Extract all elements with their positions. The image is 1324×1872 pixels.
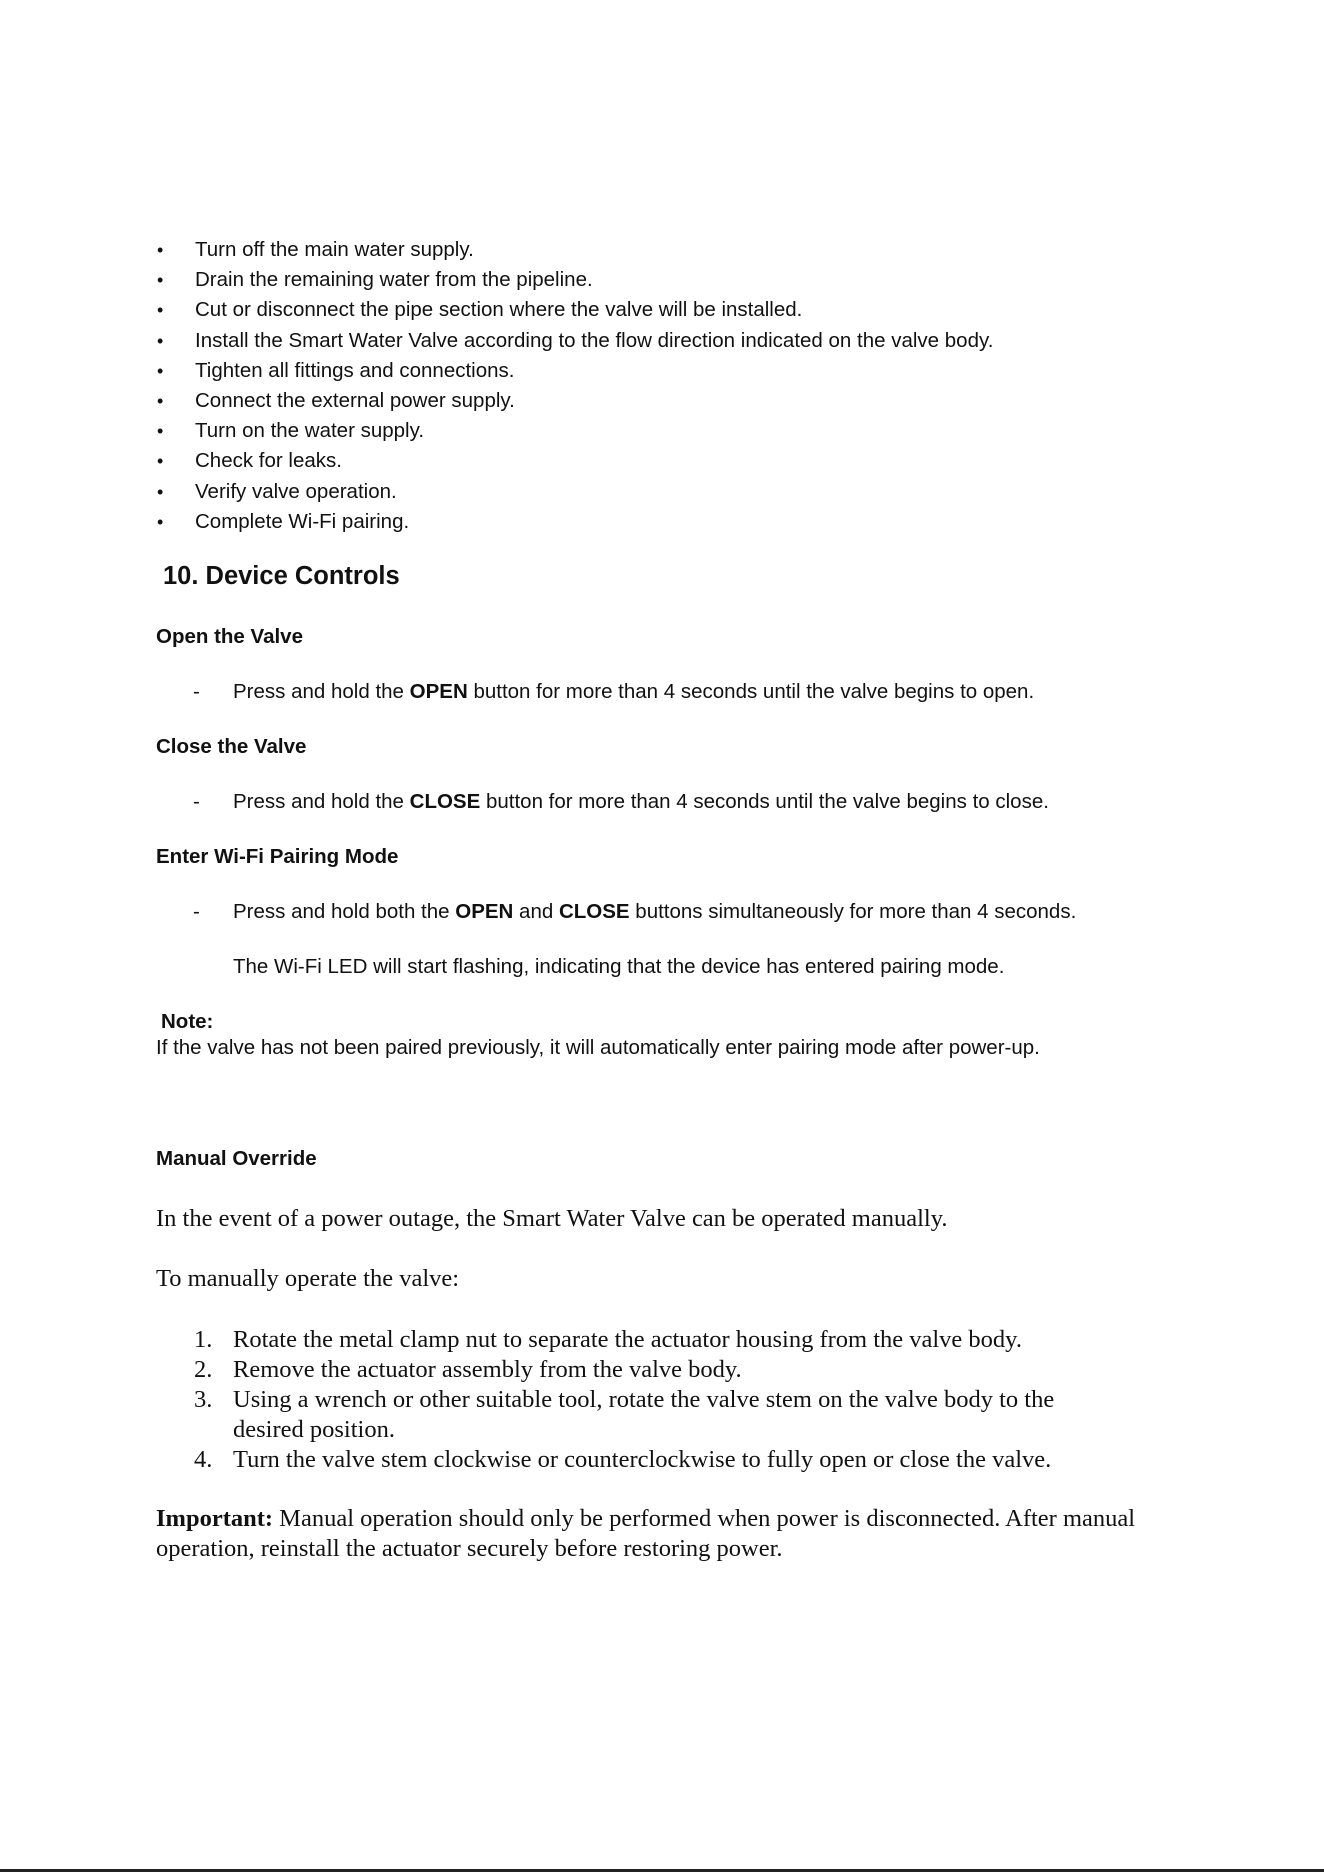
open-button-label: OPEN bbox=[455, 900, 514, 923]
bullet-icon: • bbox=[157, 330, 164, 351]
bullet-icon: • bbox=[157, 270, 164, 291]
close-valve-heading: Close the Valve bbox=[156, 735, 307, 758]
dash-icon: - bbox=[193, 900, 200, 923]
step-number: 4. bbox=[194, 1446, 213, 1473]
important-note bbox=[156, 1504, 1136, 1564]
list-item-text: Verify valve operation. bbox=[195, 479, 397, 503]
step-number: 3. bbox=[194, 1386, 213, 1413]
note-text: If the valve has not been paired previously, it will automatically enter pairing mode after power-up. bbox=[156, 1036, 1040, 1059]
step-number: 1. bbox=[194, 1326, 213, 1353]
list-item-text: Tighten all fittings and connections. bbox=[195, 358, 515, 382]
open-valve-instruction bbox=[193, 680, 1035, 704]
instruction-text: Press and hold the bbox=[233, 680, 410, 703]
list-item bbox=[157, 356, 993, 386]
list-item bbox=[156, 1385, 1054, 1445]
close-valve-instruction bbox=[193, 790, 1049, 814]
open-valve-heading: Open the Valve bbox=[156, 625, 303, 648]
instruction-text: Press and hold both the bbox=[233, 900, 456, 923]
list-item-text: Check for leaks. bbox=[195, 449, 342, 473]
step-text-continued: desired position. bbox=[233, 1416, 395, 1443]
list-item-text: Connect the external power supply. bbox=[195, 388, 515, 412]
install-steps-list bbox=[157, 235, 994, 537]
list-item-text: Drain the remaining water from the pipeline. bbox=[195, 268, 593, 292]
step-number: 2. bbox=[194, 1356, 213, 1383]
instruction-text: buttons simultaneously for more than 4 seconds. bbox=[629, 900, 1077, 923]
section-title: 10. Device Controls bbox=[163, 562, 400, 590]
list-item bbox=[157, 235, 993, 265]
list-item bbox=[157, 416, 993, 446]
list-item bbox=[157, 265, 993, 295]
list-item-text: Complete Wi-Fi pairing. bbox=[195, 509, 410, 533]
list-item bbox=[156, 1325, 1054, 1355]
bullet-icon: • bbox=[157, 390, 164, 411]
instruction-text: button for more than 4 seconds until the valve begins to close. bbox=[480, 790, 1049, 813]
bullet-icon: • bbox=[157, 421, 164, 442]
list-item bbox=[157, 326, 994, 356]
important-text: Manual operation should only be performed when power is disconnected. After manual operation, reinstall the actuator securely before restoring power. bbox=[156, 1505, 1136, 1562]
close-button-label: CLOSE bbox=[409, 790, 481, 813]
step-text: Turn the valve stem clockwise or counterclockwise to fully open or close the valve. bbox=[233, 1446, 1052, 1473]
step-text: Using a wrench or other suitable tool, rotate the valve stem on the valve body to the bbox=[233, 1386, 1055, 1413]
bullet-icon: • bbox=[157, 481, 164, 502]
note-label: Note: bbox=[161, 1010, 214, 1033]
dash-icon: - bbox=[193, 790, 200, 813]
list-item bbox=[157, 446, 993, 476]
open-button-label: OPEN bbox=[409, 680, 468, 703]
bullet-icon: • bbox=[157, 240, 164, 260]
list-item-text: Turn on the water supply. bbox=[195, 419, 425, 443]
important-label: Important: bbox=[156, 1505, 274, 1532]
manual-override-lead: To manually operate the valve: bbox=[156, 1265, 460, 1292]
list-item bbox=[156, 1445, 1054, 1475]
list-item bbox=[157, 477, 993, 507]
dash-icon: - bbox=[193, 680, 200, 703]
list-item bbox=[157, 386, 993, 416]
bullet-icon: • bbox=[157, 511, 164, 532]
close-button-label: CLOSE bbox=[558, 900, 630, 923]
list-item-text: Cut or disconnect the pipe section where the valve will be installed. bbox=[195, 298, 803, 322]
step-text: Remove the actuator assembly from the valve body. bbox=[233, 1356, 742, 1383]
list-item bbox=[156, 1355, 1054, 1385]
bullet-icon: • bbox=[157, 451, 164, 472]
instruction-text: button for more than 4 seconds until the valve begins to open. bbox=[467, 680, 1035, 703]
manual-override-intro: In the event of a power outage, the Smart Water Valve can be operated manually. bbox=[156, 1205, 948, 1232]
list-item bbox=[157, 507, 993, 537]
bullet-icon: • bbox=[157, 300, 164, 321]
bullet-icon: • bbox=[157, 360, 164, 381]
list-item-text: Turn off the main water supply. bbox=[195, 238, 474, 261]
pairing-led-text: The Wi-Fi LED will start flashing, indicating that the device has entered pairing mode. bbox=[233, 955, 1005, 978]
instruction-text: and bbox=[513, 900, 559, 923]
manual-override-heading: Manual Override bbox=[156, 1147, 317, 1170]
list-item-text: Install the Smart Water Valve according to the flow direction indicated on the valve body. bbox=[195, 328, 994, 352]
manual-steps-list bbox=[156, 1325, 1054, 1475]
step-text: Rotate the metal clamp nut to separate the actuator housing from the valve body. bbox=[233, 1326, 1022, 1353]
instruction-text: Press and hold the bbox=[233, 790, 410, 813]
list-item bbox=[157, 295, 993, 325]
pairing-instruction bbox=[193, 900, 1077, 924]
pairing-heading: Enter Wi-Fi Pairing Mode bbox=[156, 845, 399, 868]
